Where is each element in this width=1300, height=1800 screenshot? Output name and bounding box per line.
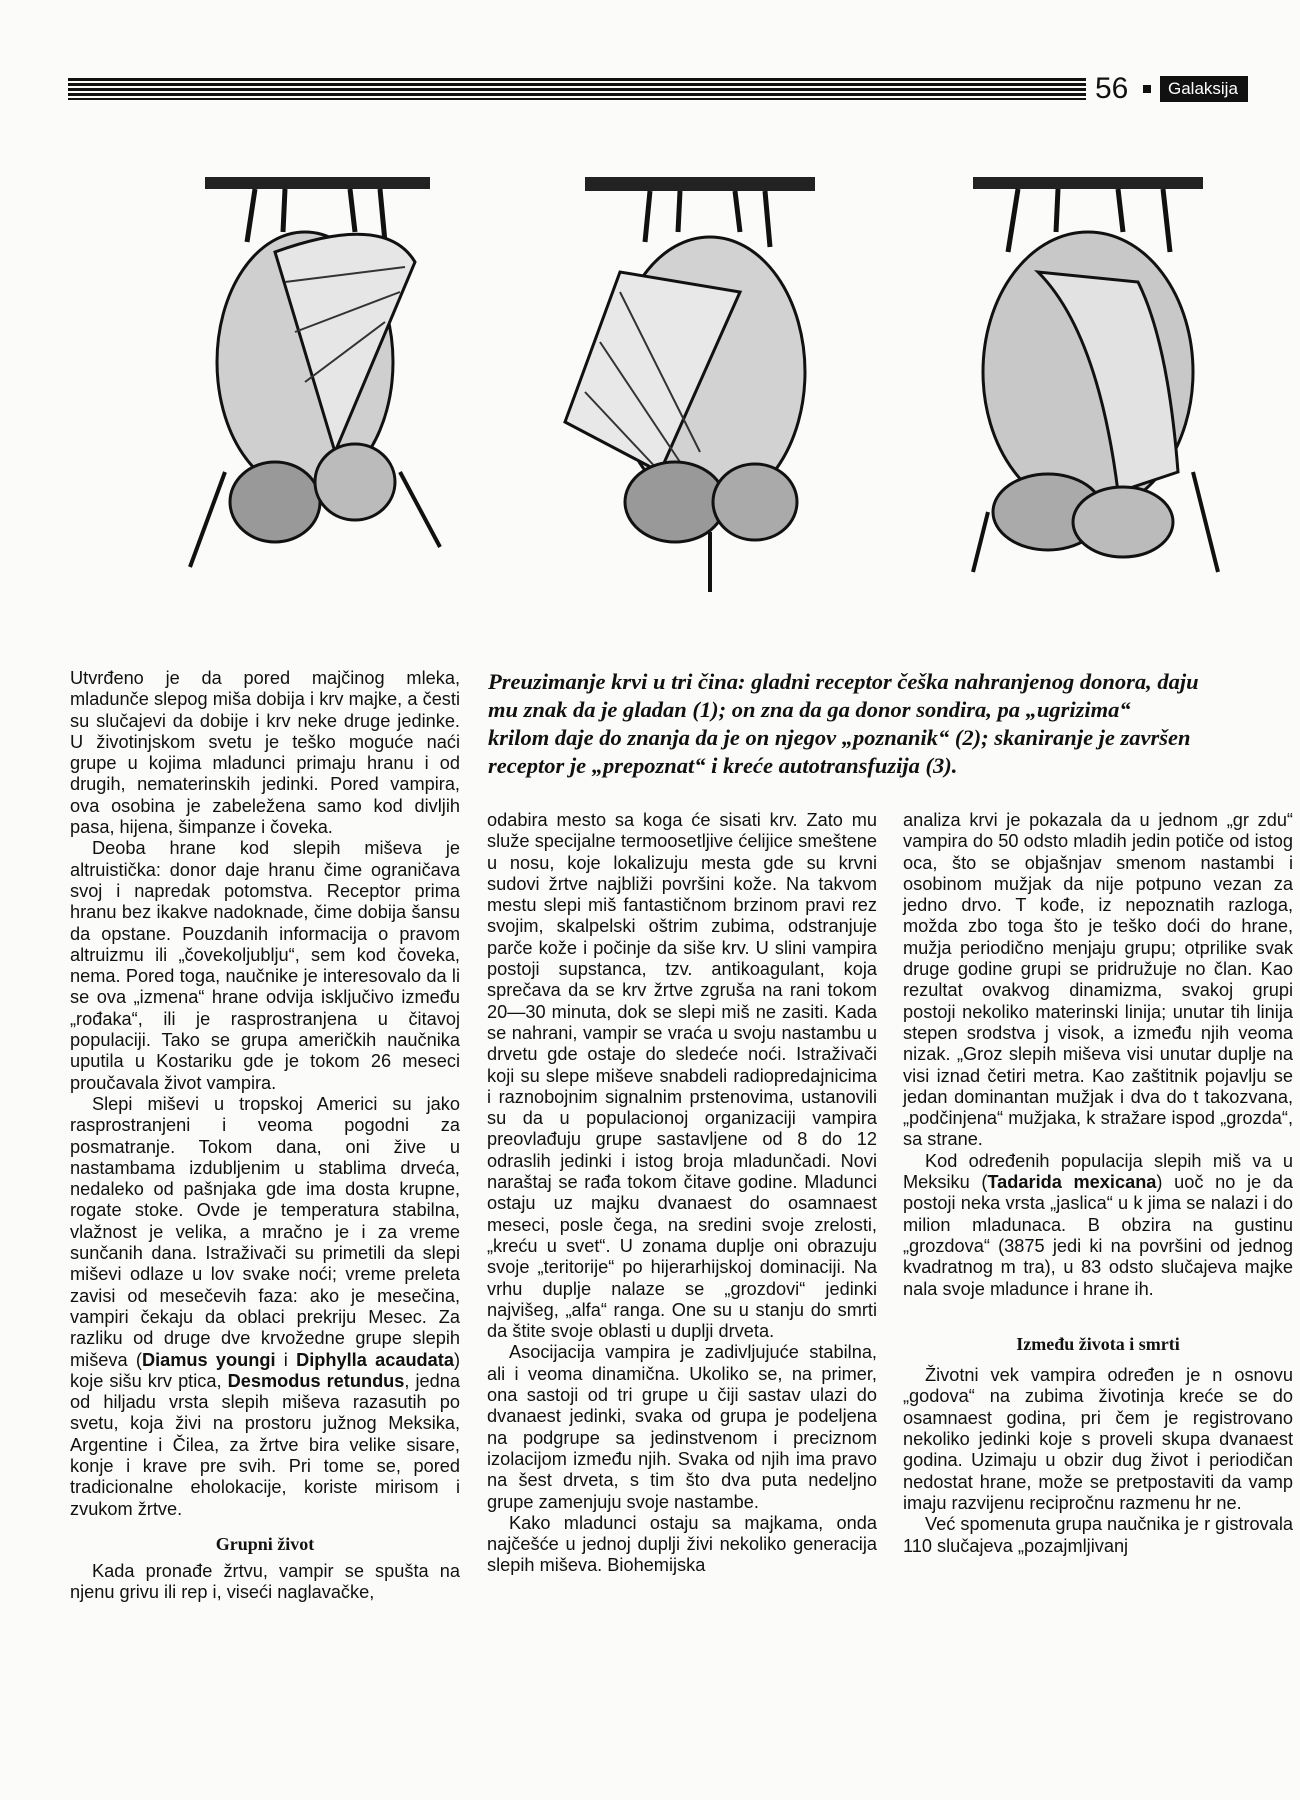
paragraph: analiza krvi je pokazala da u jednom „gr zdu“ vampira do 50 odsto mladih jedin potiče od istog oca, što se objašnjav smenom nastambi i osobinom mužjak da nije potpuno vezan za jedno drvo. T kođe, iz nepoznatih razloga, možda zbo toga što je teško doći do hrane, mužja periodično menjaju grupu; otprilike svak druge godine grupi se pridružuje no član. Kao rezultat ovakvog dinamizma, svakoj grupi postoji nekoliko materinski linija; unutar tih linija stepen srodstva j visok, a između njih veoma nizak. „Groz slepih miševa visi unutar duplje na visi iznad četiri metra. Kao zaštitnik pojavlju se jedan dominantan mužjak i dva do t takozvana, „podčinjena“ mužjaka, k stražare ispod „grozda“, sa strane. — [903, 810, 1293, 1150]
text-column-1 — [70, 668, 460, 1604]
paragraph: Deoba hrane kod slepih miševa je altruistička: donor daje hranu čime ograničava svoj i napredak potomstva. Receptor prima hranu bez ikakve nadoknade, čime dobija šansu da opstane. Pouzdanih informacija o pravom altruizmu ili „čovekoljublju“, sem kod čoveka, nema. Pored toga, naučnike je interesovalo da li se ova „izmena“ hrane odvija isključivo između „rođaka“, ili je rasprostranjena u čitavoj populaciji. Tako se grupa američkih naučnika uputila u Kostariku gde je tokom 26 meseci proučavala život vampira. — [70, 838, 460, 1093]
bat-illustration-3 — [948, 172, 1226, 592]
species-name: Tadarida mexicana — [987, 1172, 1157, 1193]
bat-illustration-2 — [560, 172, 835, 597]
paragraph: Kod određenih populacija slepih miš va u Meksiku (Tadarida mexicana) uoč no je da postoji neka vrsta „jaslica“ u k jima se nalazi i do milion mladunaca. B obzira na gustinu „grozdova“ (3875 jedi ki na površini od jednog kvadratnog m tra), u 83 odsto slučajeva majke nala svoje mladunce i hrane ih. — [903, 1150, 1293, 1299]
figure-caption: Preuzimanje krvi u tri čina: gladni receptor češka nahranjenog donora, daju mu znak da je gladan (1); on zna da ga donor sondira, pa „ugrizima“ krilom daje do znanja da je on njegov „poznanik“ (2); skaniranje je završen receptor je „prepoznat“ i kreće autotransfuzija (3). — [488, 669, 1199, 778]
magazine-name: Galaksija — [1160, 76, 1248, 102]
header-rule — [68, 78, 1086, 100]
text-column-3 — [903, 810, 1293, 1557]
paragraph: Kada pronađe žrtvu, vampir se spušta na njenu grivu ili rep i, viseći naglavačke, — [70, 1561, 460, 1603]
text-column-2 — [487, 810, 877, 1577]
species-name: Diphylla acaudata — [296, 1349, 454, 1370]
page-number: 56 — [1095, 72, 1129, 105]
subheading: Između života i smrti — [1016, 1333, 1180, 1354]
paragraph: Utvrđeno je da pored majčinog mleka, mladunče slepog miša dobija i krv majke, a česti su slučajevi da dobije i krv neke druge jedinke. U životinjskom svetu je teško moguće naći grupe u kojima mladunci primaju hranu i od drugih, nematerinskih jedinki. Pored vampira, ova osobina je zabeležena samo kod divljih pasa, hijena, šimpanze i čoveka. — [70, 668, 460, 838]
paragraph: Kako mladunci ostaju sa majkama, onda najčešće u jednoj duplji živi nekoliko generacija slepih miševa. Biohemijska — [487, 1512, 877, 1576]
paragraph: Životni vek vampira određen je n osnovu „godova“ na zubima životinja kreće se do osamnaest godina, pri čem je registrovano nekoliko jedinki koje s proveli skupa dvanaest godina. Uzimaju u obzir dug život i periodičan nedostat hrane, može se pretpostaviti da vamp imaju razvijenu recipročnu razmenu hr ne. — [903, 1365, 1293, 1513]
subheading: Grupni život — [215, 1533, 315, 1554]
bat-illustration-1 — [185, 172, 450, 587]
species-name: Desmodus retundus — [227, 1370, 405, 1391]
paragraph: odabira mesto sa koga će sisati krv. Zato mu služe specijalne termoosetljive ćelijice smeštene u nosu, koje lokalizuju mesta gde su krvni sudovi žrtve najbliži površini kože. Na takvom mestu slepi miš fantastičnom brzinom pravi rez svojim, skalpelski oštrim zubima, odstranjuje parče kože i počinje da siše krv. U slini vampira postoji supstanca, tzv. antikoagulant, koja sprečava da se krv žrtve zgruša na rani tokom 20—30 minuta, dok se slepi miš ne zasiti. Kada se nahrani, vampir se vraća u svoju nastambu u drvetu gde ostaje do sledeće noći. Istraživači koji su slepe miševe snabdeli radiopredajnicima i raznobojnim signalnim prstenovima, ustanovili su da u populacionoj organizaciji vampira preovlađuju grupe sastavljene od 8 do 12 odraslih jedinki i istog broja mladunčadi. Novi naraštaj se rađa tokom čitave godine. Mladunci ostaju uz majku dvanaest do osamnaest meseci, posle čega, na sredini svoje zrelosti, „kreću u svet“. U zonama duplje oni obrazuju svoje „teritorije“ po hijerarhijskoj dominaciji. Na vrhu duplje nalaze se „grozdovi“ jedinki najvišeg, „alfa“ ranga. One su u stanju do smrti da štite svoje oblasti u duplji drveta. — [487, 810, 877, 1342]
header-bullet — [1143, 85, 1151, 93]
species-name: Diamus youngi — [141, 1349, 276, 1370]
paragraph: Slepi miševi u tropskoj Americi su jako rasprostranjeni i veoma pogodni za posmatranje. Tokom dana, oni žive u nastambama izdubljenim u stablima drveća, nedaleko od pašnjaka gde ima dosta krupne, rogate stoke. Ovde je temperatura stabilna, vlažnost je velika, a mračno je i za vreme sunčanih dana. Istraživači su primetili da slepi miševi odlaze u lov svake noći; vreme preleta zavisi od mesečevih faza: ako je mesečina, vampiri čekaju da oblaci prekriju Mesec. Za razliku od druge dve krvožedne grupe slepih miševa (Diamus youngi i Diphylla acaudata) koje sišu krv ptica, Desmodus retundus, jedna od hiljadu vrsta slepih miševa razasutih po svetu, koja živi na prostoru južnog Meksika, Argentine i Čilea, za žrtve bira velike sisare, konje i krave pre svih. Pri tome se, pored tradicionalne eholokacije, koriste mirisom i zvukom žrtve. — [70, 1093, 461, 1519]
paragraph: Asocijacija vampira je zadivljujuće stabilna, ali i veoma dinamična. Ukoliko se, na primer, ona sastoji od tri grupe u čiji sastav ulazi do dvanaest jedinki, svaka od grupa je podeljena na podgrupe sa jedinstvenom i preciznom izolacijom između njih. Svaka od njih ima pravo na šest drveta, s tim što dva puta nedeljno grupe zamenjuju svoje nastambe. — [487, 1342, 877, 1512]
paragraph: Već spomenuta grupa naučnika je r gistrovala 110 slučajeva „pozajmljivanj — [903, 1514, 1294, 1556]
